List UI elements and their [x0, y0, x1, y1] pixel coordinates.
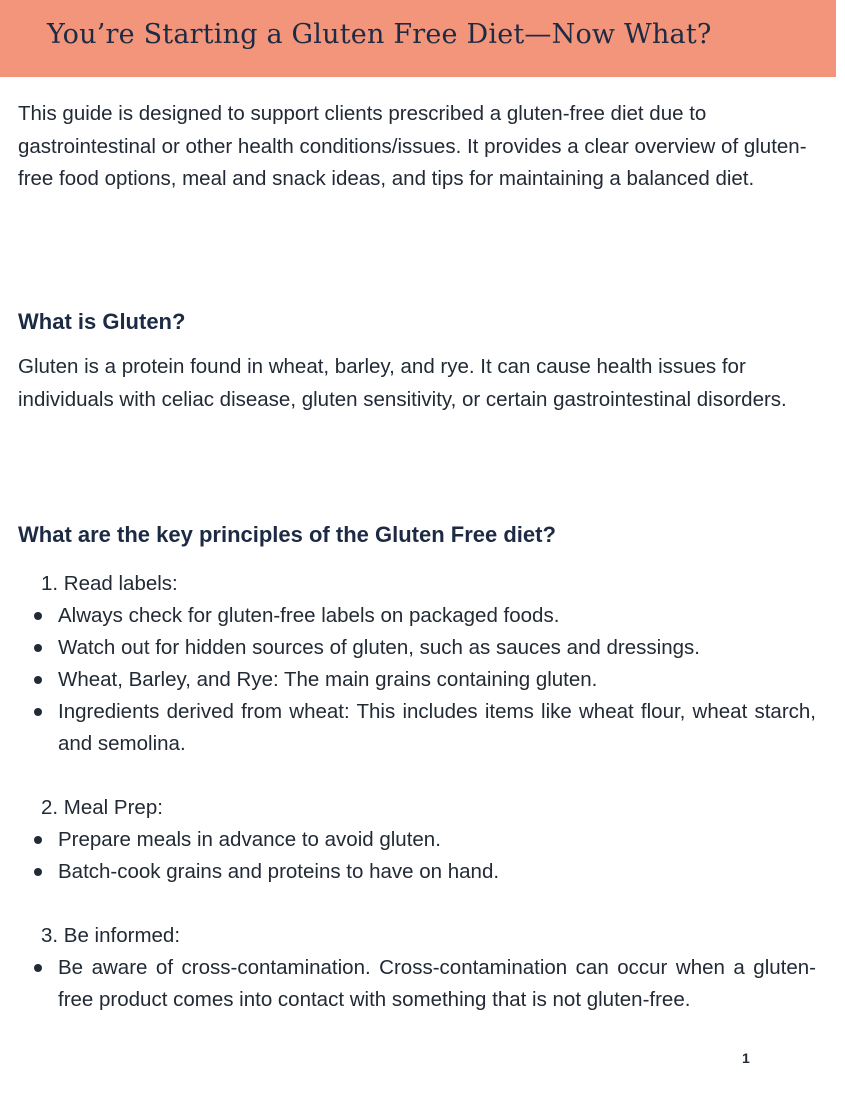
list-item: Be aware of cross-contamination. Cross-contamination can occur when a gluten-free product comes into contact with something that is not gluten-free. — [18, 952, 816, 1016]
section-heading-key-principles: What are the key principles of the Gluten Free diet? — [18, 522, 556, 547]
bullet-dot-icon — [34, 708, 42, 716]
bullet-list-meal-prep — [18, 824, 816, 888]
section-heading-what-is-gluten: What is Gluten? — [18, 309, 186, 334]
what-is-gluten-paragraph: Gluten is a protein found in wheat, barley, and rye. It can cause health issues for individuals with celiac disease, gluten sensitivity, or certain gastrointestinal disorders. — [18, 355, 787, 411]
bullet-dot-icon — [34, 964, 42, 972]
bullet-list-be-informed — [18, 952, 816, 1016]
bullet-dot-icon — [34, 676, 42, 684]
list-item: Watch out for hidden sources of gluten, such as sauces and dressings. — [18, 632, 816, 664]
bullet-dot-icon — [34, 836, 42, 844]
bullet-dot-icon — [34, 868, 42, 876]
bullet-list-read-labels — [18, 600, 816, 760]
page-number: 1 — [742, 1050, 750, 1066]
intro-paragraph: This guide is designed to support clients prescribed a gluten-free diet due to gastrointestinal or other health conditions/issues. It provides a clear overview of gluten-free food options, meal and snack ideas, and tips for maintaining a balanced diet. — [18, 102, 807, 190]
list-label-read-labels: 1. Read labels: — [41, 572, 178, 595]
list-label-be-informed: 3. Be informed: — [41, 924, 181, 947]
header-banner — [0, 0, 836, 77]
list-item: Wheat, Barley, and Rye: The main grains containing gluten. — [18, 664, 816, 696]
list-item: Always check for gluten-free labels on packaged foods. — [18, 600, 816, 632]
page-title: You’re Starting a Gluten Free Diet—Now What? — [47, 19, 712, 50]
list-item: Ingredients derived from wheat: This includes items like wheat flour, wheat starch, and semolina. — [18, 696, 816, 760]
list-item: Batch-cook grains and proteins to have on hand. — [18, 856, 816, 888]
list-label-meal-prep: 2. Meal Prep: — [41, 796, 163, 819]
list-item: Prepare meals in advance to avoid gluten. — [18, 824, 816, 856]
bullet-dot-icon — [34, 612, 42, 620]
bullet-dot-icon — [34, 644, 42, 652]
